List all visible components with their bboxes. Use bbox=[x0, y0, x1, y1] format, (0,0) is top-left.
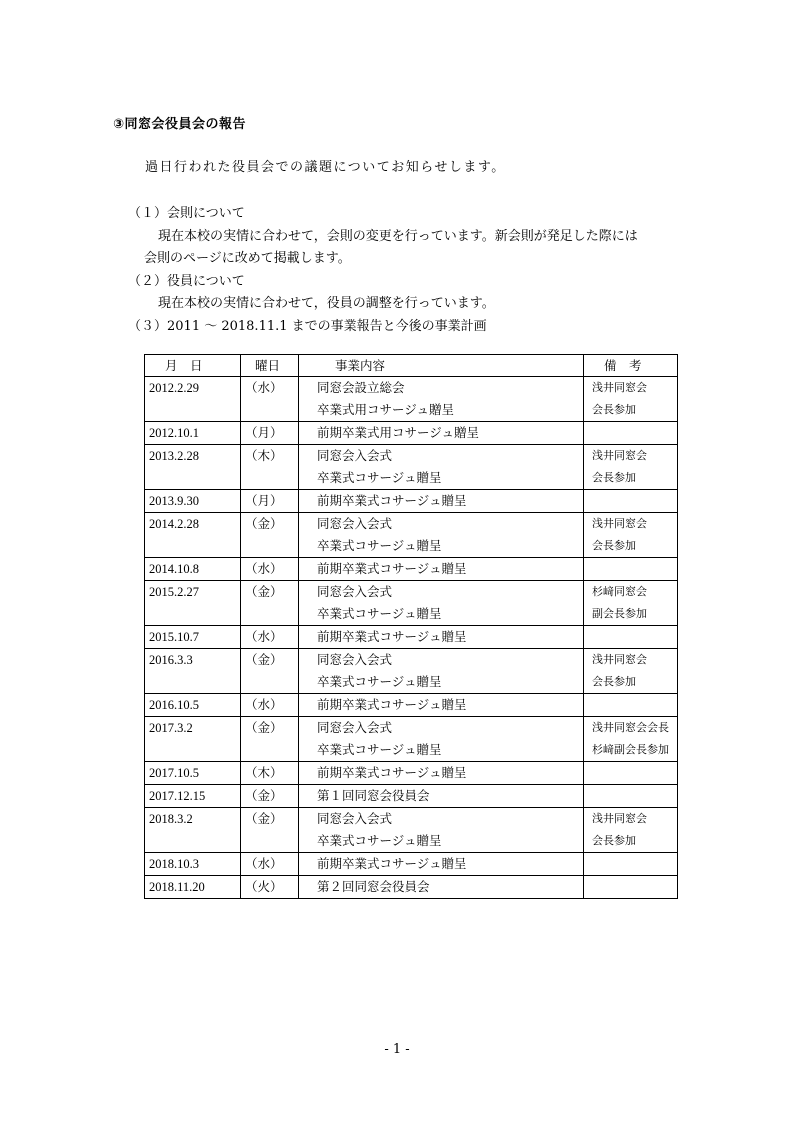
cell-day: （金） bbox=[241, 808, 299, 853]
table-row bbox=[145, 581, 678, 626]
table-row bbox=[145, 694, 678, 717]
cell-date: 2017.3.2 bbox=[145, 717, 241, 762]
cell-day: （木） bbox=[241, 445, 299, 490]
cell-note bbox=[584, 853, 678, 876]
table-row bbox=[145, 785, 678, 808]
cell-date: 2014.10.8 bbox=[145, 558, 241, 581]
cell-date: 2016.3.3 bbox=[145, 649, 241, 694]
cell-content: 同窓会入会式 卒業式コサージュ贈呈 bbox=[299, 581, 584, 626]
header-date: 月 日 bbox=[145, 355, 241, 377]
cell-date: 2012.2.29 bbox=[145, 377, 241, 422]
cell-date: 2018.10.3 bbox=[145, 853, 241, 876]
cell-content: 同窓会設立総会 卒業式用コサージュ贈呈 bbox=[299, 377, 584, 422]
cell-content: 前期卒業式コサージュ贈呈 bbox=[299, 853, 584, 876]
header-content: 事業内容 bbox=[299, 355, 584, 377]
table-row bbox=[145, 762, 678, 785]
section-1-line-2: 会則のページに改めて掲載します。 bbox=[144, 251, 351, 266]
cell-day: （火） bbox=[241, 876, 299, 899]
cell-note bbox=[584, 626, 678, 649]
cell-date: 2018.11.20 bbox=[145, 876, 241, 899]
cell-day: （木） bbox=[241, 762, 299, 785]
table-row bbox=[145, 649, 678, 694]
cell-content: 前期卒業式コサージュ贈呈 bbox=[299, 626, 584, 649]
page-number: - 1 - bbox=[384, 1042, 410, 1057]
cell-day: （月） bbox=[241, 422, 299, 445]
activity-table bbox=[144, 354, 678, 899]
cell-content: 第２回同窓会役員会 bbox=[299, 876, 584, 899]
cell-note: 浅井同窓会 会長参加 bbox=[584, 445, 678, 490]
header-day: 曜日 bbox=[241, 355, 299, 377]
table-row bbox=[145, 808, 678, 853]
table-row bbox=[145, 377, 678, 422]
header-note: 備 考 bbox=[584, 355, 678, 377]
table-row bbox=[145, 626, 678, 649]
table-row bbox=[145, 717, 678, 762]
table-row bbox=[145, 876, 678, 899]
section-1-title: （１）会則について bbox=[128, 206, 245, 221]
cell-content: 同窓会入会式 卒業式コサージュ贈呈 bbox=[299, 649, 584, 694]
table-row bbox=[145, 422, 678, 445]
cell-date: 2014.2.28 bbox=[145, 513, 241, 558]
cell-day: （水） bbox=[241, 377, 299, 422]
section-2-title: （２）役員について bbox=[128, 274, 245, 289]
cell-note: 浅井同窓会 会長参加 bbox=[584, 808, 678, 853]
cell-day: （金） bbox=[241, 513, 299, 558]
cell-day: （金） bbox=[241, 717, 299, 762]
cell-note: 浅井同窓会 会長参加 bbox=[584, 513, 678, 558]
cell-content: 前期卒業式コサージュ贈呈 bbox=[299, 490, 584, 513]
table-row bbox=[145, 513, 678, 558]
cell-note: 浅井同窓会 会長参加 bbox=[584, 649, 678, 694]
cell-content: 同窓会入会式 卒業式コサージュ贈呈 bbox=[299, 717, 584, 762]
cell-day: （金） bbox=[241, 581, 299, 626]
cell-content: 前期卒業式コサージュ贈呈 bbox=[299, 558, 584, 581]
cell-date: 2018.3.2 bbox=[145, 808, 241, 853]
cell-date: 2015.2.27 bbox=[145, 581, 241, 626]
cell-note bbox=[584, 876, 678, 899]
cell-day: （水） bbox=[241, 558, 299, 581]
cell-content: 前期卒業式コサージュ贈呈 bbox=[299, 694, 584, 717]
cell-note: 浅井同窓会会長 杉﨑副会長参加 bbox=[584, 717, 678, 762]
cell-content: 同窓会入会式 卒業式コサージュ贈呈 bbox=[299, 513, 584, 558]
cell-date: 2013.9.30 bbox=[145, 490, 241, 513]
table-row bbox=[145, 558, 678, 581]
cell-note bbox=[584, 490, 678, 513]
cell-day: （金） bbox=[241, 785, 299, 808]
section-2-line-1: 現在本校の実情に合わせて，役員の調整を行っています。 bbox=[158, 296, 495, 311]
intro-text: 過日行われた役員会での議題についてお知らせします。 bbox=[145, 160, 506, 175]
table-header-row bbox=[145, 355, 678, 377]
cell-content: 同窓会入会式 卒業式コサージュ贈呈 bbox=[299, 808, 584, 853]
cell-day: （水） bbox=[241, 853, 299, 876]
section-1-line-1: 現在本校の実情に合わせて，会則の変更を行っています。新会則が発足した際には bbox=[158, 229, 638, 244]
cell-content: 同窓会入会式 卒業式コサージュ贈呈 bbox=[299, 445, 584, 490]
cell-note bbox=[584, 762, 678, 785]
cell-content: 前期卒業式用コサージュ贈呈 bbox=[299, 422, 584, 445]
cell-content: 第１回同窓会役員会 bbox=[299, 785, 584, 808]
cell-date: 2016.10.5 bbox=[145, 694, 241, 717]
cell-note: 浅井同窓会 会長参加 bbox=[584, 377, 678, 422]
cell-note bbox=[584, 694, 678, 717]
cell-day: （月） bbox=[241, 490, 299, 513]
cell-content: 前期卒業式コサージュ贈呈 bbox=[299, 762, 584, 785]
table-row bbox=[145, 490, 678, 513]
cell-day: （水） bbox=[241, 694, 299, 717]
cell-date: 2012.10.1 bbox=[145, 422, 241, 445]
cell-note bbox=[584, 558, 678, 581]
cell-note bbox=[584, 785, 678, 808]
table-row bbox=[145, 445, 678, 490]
cell-date: 2017.10.5 bbox=[145, 762, 241, 785]
cell-note: 杉﨑同窓会 副会長参加 bbox=[584, 581, 678, 626]
cell-day: （金） bbox=[241, 649, 299, 694]
table-row bbox=[145, 853, 678, 876]
cell-date: 2015.10.7 bbox=[145, 626, 241, 649]
cell-date: 2017.12.15 bbox=[145, 785, 241, 808]
cell-date: 2013.2.28 bbox=[145, 445, 241, 490]
report-heading: ③同窓会役員会の報告 bbox=[113, 117, 247, 132]
cell-day: （水） bbox=[241, 626, 299, 649]
section-3-title: （３）2011 ～ 2018.11.1 までの事業報告と今後の事業計画 bbox=[128, 319, 487, 334]
cell-note bbox=[584, 422, 678, 445]
